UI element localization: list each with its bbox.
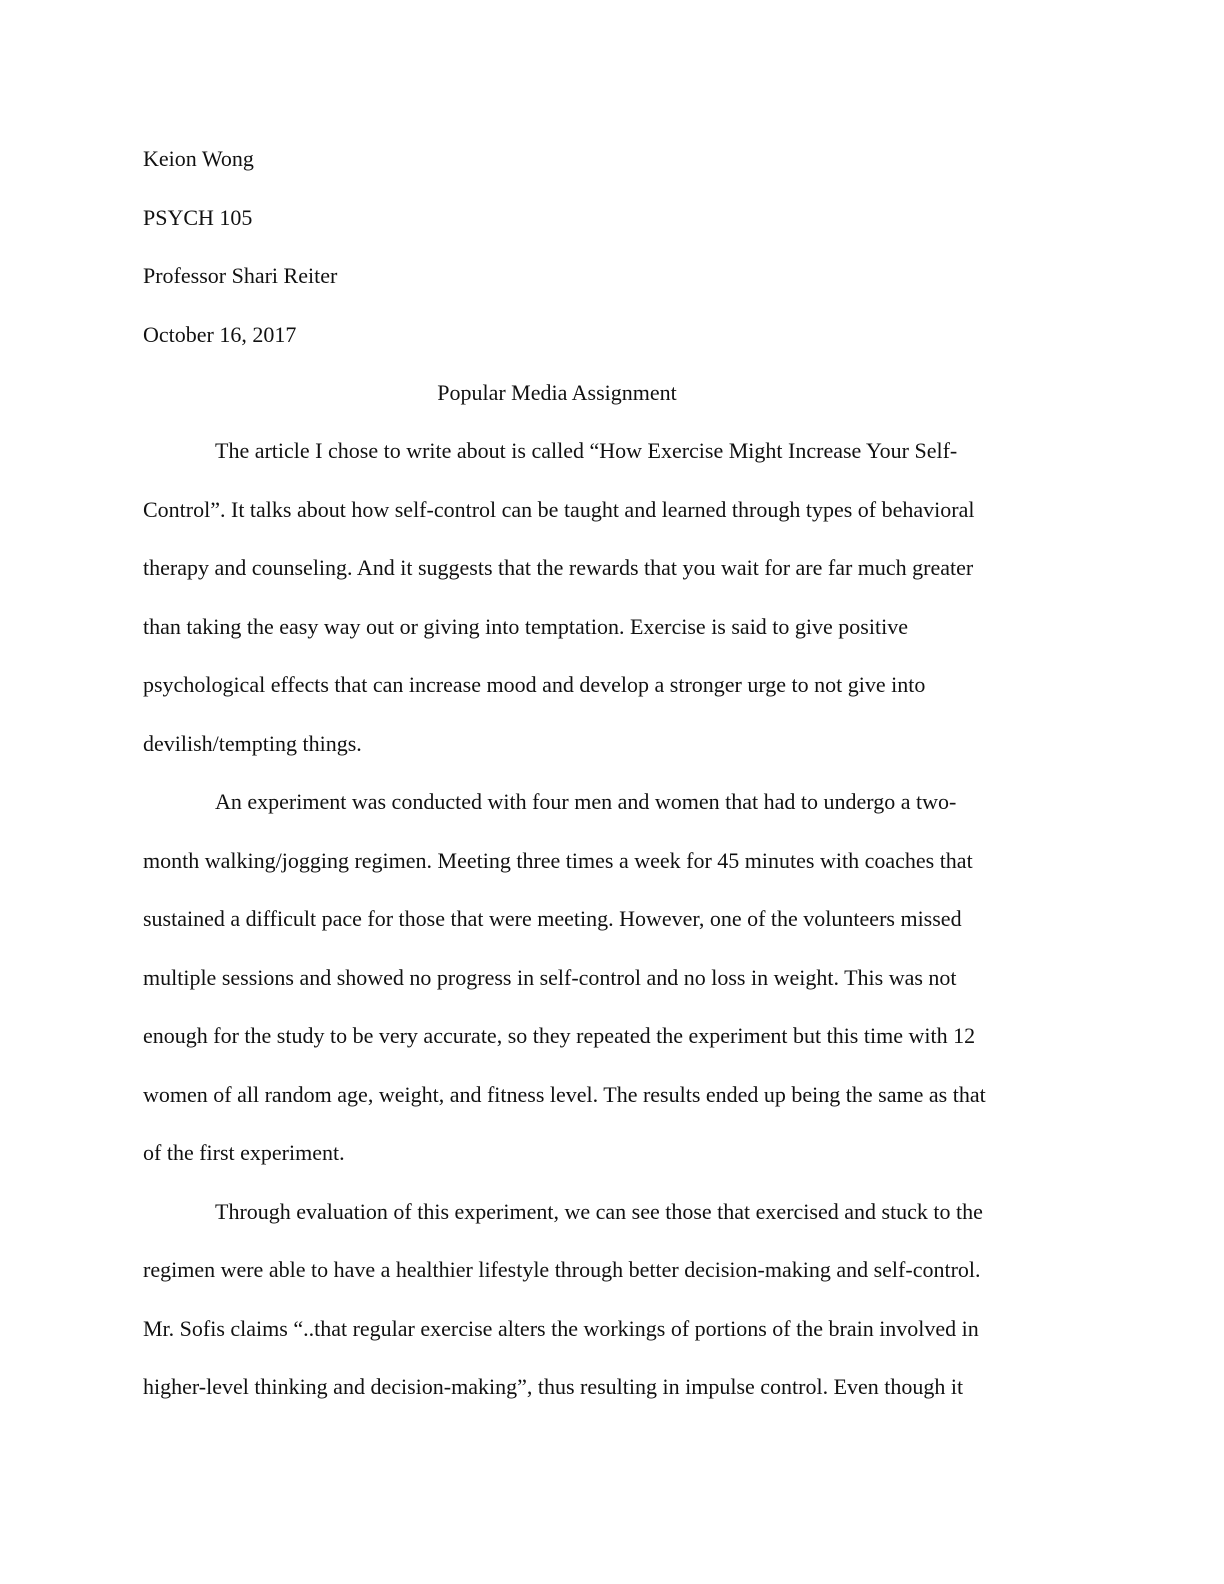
document-date: October 16, 2017 [143,321,297,347]
text-line: regimen were able to have a healthier lifestyle through better decision-making and self-control. [143,1257,981,1282]
text-line: Through evaluation of this experiment, we can see those that exercised and stuck to the [215,1198,983,1224]
professor-name: Professor Shari Reiter [143,263,338,288]
text-line: than taking the easy way out or giving into temptation. Exercise is said to give positive [143,613,908,639]
text-line: devilish/tempting things. [143,730,362,756]
paragraph-1 [143,434,1073,785]
text-line: Control”. It talks about how self-control can be taught and learned through types of behavioral [143,496,975,522]
text-line: The article I chose to write about is called “How Exercise Might Increase Your Self- [215,438,958,463]
document-header [143,142,1083,376]
text-line: sustained a difficult pace for those that were meeting. However, one of the volunteers missed [143,906,962,931]
text-line: enough for the study to be very accurate, so they repeated the experiment but this time with 12 [143,1023,976,1048]
text-line: of the first experiment. [143,1140,345,1165]
paragraph-3 [143,1195,1073,1429]
paragraph-2 [143,785,1073,1195]
document-title: Popular Media Assignment [437,380,677,405]
text-line: month walking/jogging regimen. Meeting three times a week for 45 minutes with coaches that [143,847,973,873]
text-line: higher-level thinking and decision-making”, thus resulting in impulse control. Even though it [143,1374,964,1399]
text-line: women of all random age, weight, and fitness level. The results ended up being the same as that [143,1081,986,1107]
text-line: psychological effects that can increase mood and develop a stronger urge to not give into [143,672,926,697]
text-line: multiple sessions and showed no progress in self-control and no loss in weight. This was not [143,964,957,990]
author-name: Keion Wong [143,146,254,171]
text-line: therapy and counseling. And it suggests that the rewards that you wait for are far much greater [143,555,974,580]
text-line: An experiment was conducted with four men and women that had to undergo a two- [215,789,957,814]
document-body [143,434,1073,1429]
text-line: Mr. Sofis claims “..that regular exercise alters the workings of portions of the brain involved in [143,1315,979,1341]
course-name: PSYCH 105 [143,204,253,230]
